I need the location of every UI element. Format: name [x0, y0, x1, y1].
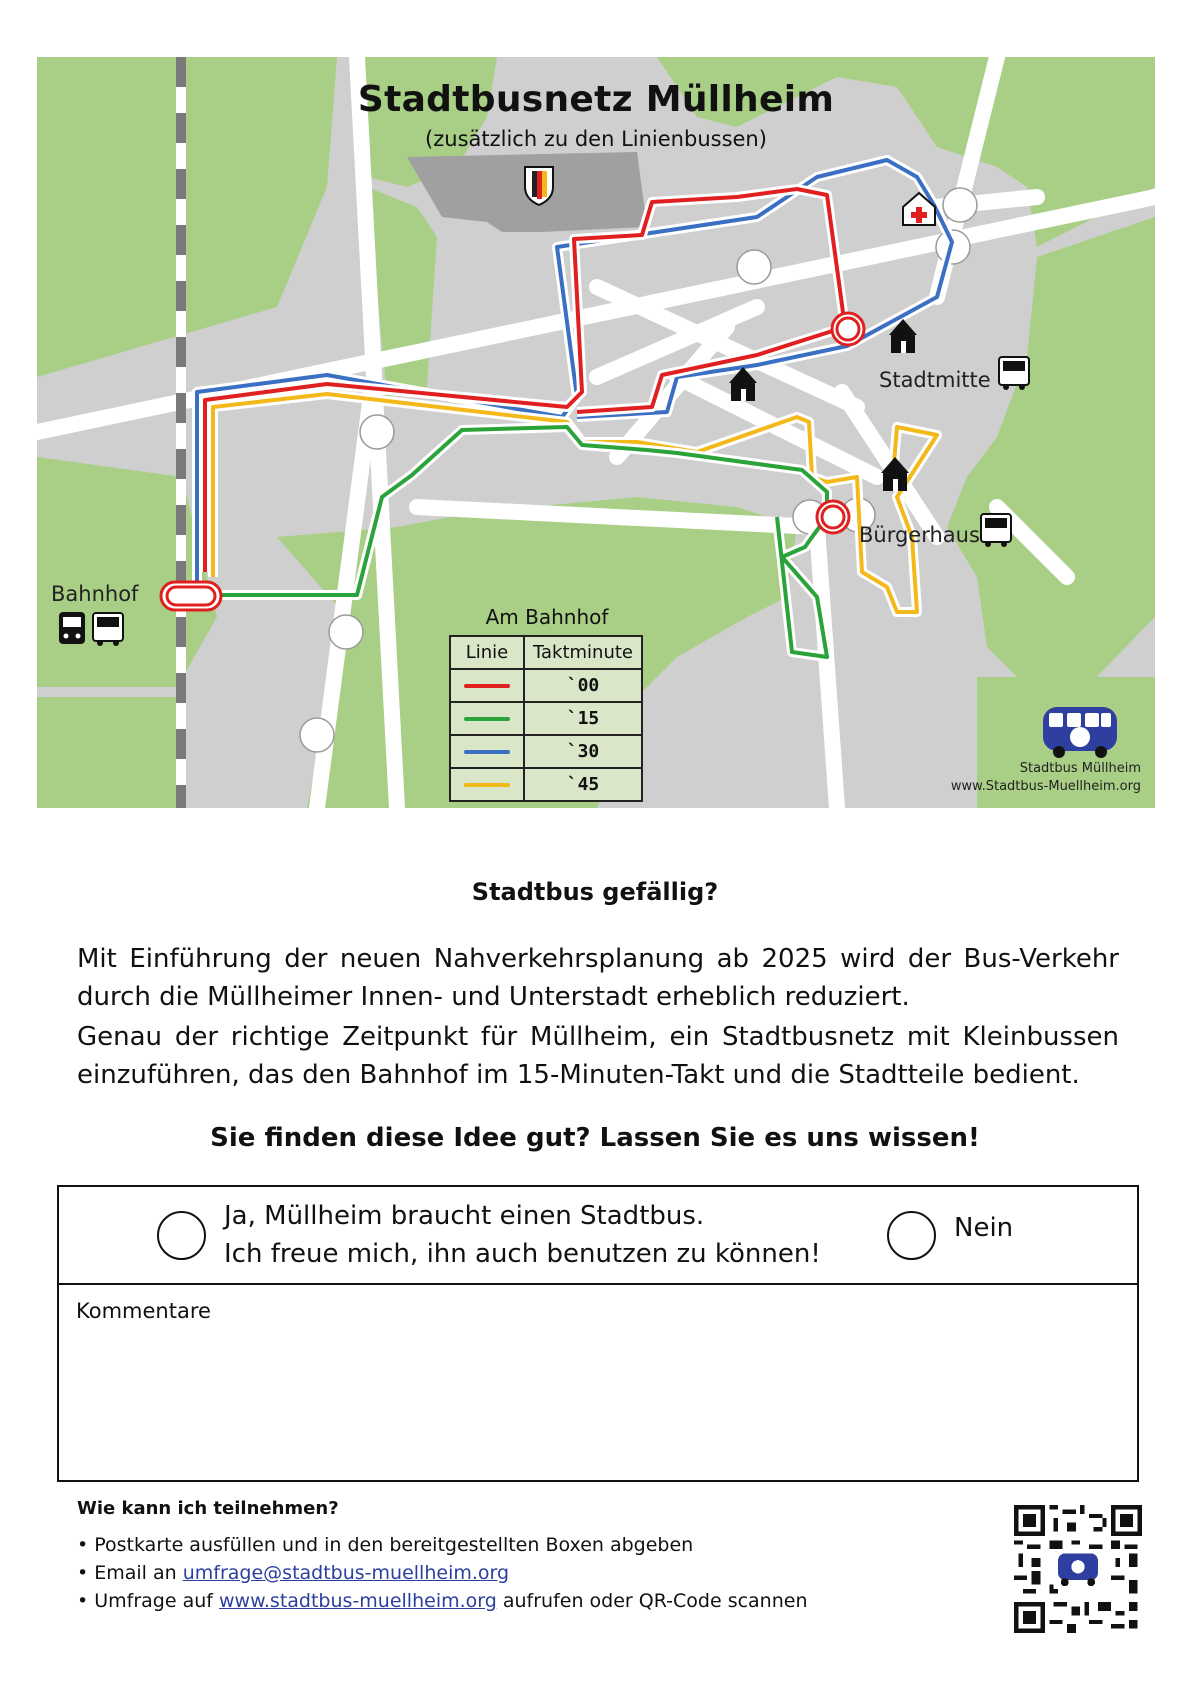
map-title: Stadtbusnetz Müllheim — [357, 79, 835, 120]
website-link[interactable]: www.stadtbus-muellheim.org — [219, 1590, 497, 1612]
coat-of-arms-icon — [525, 167, 553, 205]
item-web-suffix: aufrufen oder QR-Code scannen — [496, 1590, 808, 1612]
legend-minute: `00 — [524, 669, 642, 702]
paragraph-intro: Mit Einführung der neuen Nahverkehrsplanung ab 2025 wird der Bus-Verkehr durch die Müllheimer Innen- und Unterstadt erheblich reduziert. — [77, 944, 1119, 1012]
train-icon — [59, 612, 85, 644]
legend-header-line: Linie — [450, 636, 524, 669]
legend-title: Am Bahnhof — [485, 605, 609, 629]
label-bahnhof: Bahnhof — [51, 582, 139, 606]
legend-minute: `45 — [524, 768, 642, 801]
paragraph-proposal: Genau der richtige Zeitpunkt für Müllheim, ein Stadtbusnetz mit Kleinbussen einzuführen, das den Bahnhof im 15-Minuten-Takt und die Stadtteile bedient. — [77, 1022, 1119, 1090]
legend-row — [450, 702, 642, 735]
comments-field[interactable] — [69, 1327, 1125, 1472]
timetable-legend — [447, 605, 647, 802]
stop-buergerhaus-marker — [817, 501, 849, 533]
item-email-prefix: Email an — [94, 1562, 183, 1584]
legend-row — [450, 735, 642, 768]
vote-row — [59, 1187, 1137, 1285]
bus-icon — [93, 613, 123, 646]
list-item: • Email an umfrage@stadtbus-muellheim.org — [77, 1562, 510, 1584]
participation-title: Wie kann ich teilnehmen? — [77, 1498, 339, 1519]
call-to-action: Sie finden diese Idee gut? Lassen Sie es uns wissen! — [210, 1123, 980, 1153]
section-heading: Stadtbus gefällig? — [471, 878, 719, 906]
bus-icon — [999, 357, 1029, 390]
legend-minute: `30 — [524, 735, 642, 768]
participation-list — [77, 1531, 808, 1615]
bus-network-map — [37, 57, 1155, 808]
stop-bahnhof-marker — [161, 582, 221, 610]
comments-label: Kommentare — [76, 1299, 211, 1323]
email-link[interactable]: umfrage@stadtbus-muellheim.org — [182, 1562, 510, 1584]
line-swatch-yellow — [464, 783, 510, 787]
legend-row — [450, 768, 642, 801]
line-swatch-green — [464, 717, 510, 721]
bus-logo-icon — [1043, 707, 1117, 758]
list-item: • Postkarte ausfüllen und in den bereitgestellten Boxen abgeben — [77, 1534, 694, 1556]
no-radio[interactable] — [887, 1211, 936, 1260]
legend-minute: `15 — [524, 702, 642, 735]
legend-table — [449, 635, 643, 802]
survey-form — [57, 1185, 1139, 1482]
bus-icon — [981, 514, 1011, 547]
yes-option-line1: Ja, Müllheim braucht einen Stadtbus. — [224, 1201, 705, 1231]
item-postcard: Postkarte ausfüllen und in den bereitgestellten Boxen abgeben — [94, 1534, 694, 1556]
qr-code-icon[interactable] — [1014, 1505, 1142, 1633]
map-brand — [951, 760, 1141, 796]
brand-url: www.Stadtbus-Muellheim.org — [950, 779, 1141, 794]
item-web-prefix: Umfrage auf — [94, 1590, 220, 1612]
participation-info — [77, 1498, 808, 1615]
yes-option-line2: Ich freue mich, ihn auch benutzen zu können! — [224, 1239, 821, 1269]
stop-stadtmitte-marker — [832, 313, 864, 345]
brand-name: Stadtbus Müllheim — [1019, 761, 1141, 776]
list-item: • Umfrage auf www.stadtbus-muellheim.org aufrufen oder QR-Code scannen — [77, 1590, 808, 1612]
map-subtitle: (zusätzlich zu den Linienbussen) — [425, 127, 767, 151]
line-swatch-blue — [464, 750, 510, 754]
yes-radio[interactable] — [157, 1211, 206, 1260]
line-swatch-red — [464, 684, 510, 688]
no-option-label: Nein — [954, 1213, 1014, 1243]
label-stadtmitte: Stadtmitte — [879, 368, 991, 392]
legend-header-minute: Taktminute — [524, 636, 642, 669]
legend-row — [450, 669, 642, 702]
label-buergerhaus: Bürgerhaus — [859, 523, 980, 547]
